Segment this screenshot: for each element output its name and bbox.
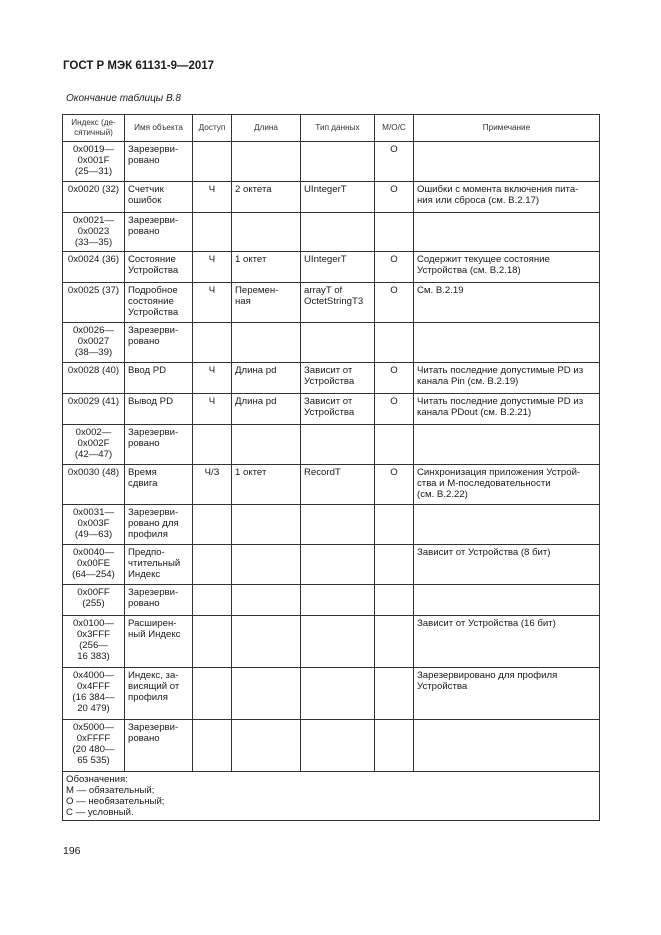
cell-index: 0x5000— 0xFFFF (20 480— 65 535)	[63, 720, 125, 772]
cell-type	[301, 505, 375, 545]
cell-moc: O	[375, 252, 414, 283]
cell-moc	[375, 720, 414, 772]
cell-index: 0x0025 (37)	[63, 283, 125, 323]
cell-length	[232, 142, 301, 182]
cell-access: Ч	[193, 252, 232, 283]
notes-row	[63, 772, 600, 821]
cell-length	[232, 505, 301, 545]
cell-index: 0x0026— 0x0027 (38—39)	[63, 323, 125, 363]
cell-note: Читать последние допустимые PD из канала Pin (см. В.2.19)	[414, 363, 600, 394]
cell-access	[193, 668, 232, 720]
table-row	[63, 363, 600, 394]
cell-access	[193, 505, 232, 545]
cell-type: arrayT of OctetStringT3	[301, 283, 375, 323]
cell-moc	[375, 425, 414, 465]
cell-note: Ошибки с момента включения пита- ния или сброса (см. В.2.17)	[414, 182, 600, 213]
cell-moc: O	[375, 465, 414, 505]
table-header-row	[63, 115, 600, 142]
cell-name: Индекс, за- висящий от профиля	[125, 668, 193, 720]
cell-note	[414, 425, 600, 465]
legend-title: Обозначения:	[66, 774, 128, 785]
page-number: 196	[63, 845, 81, 857]
cell-moc	[375, 213, 414, 252]
cell-index: 0x00FF (255)	[63, 585, 125, 616]
cell-access	[193, 585, 232, 616]
cell-name: Зарезерви- ровано	[125, 720, 193, 772]
cell-index: 0x0031— 0x003F (49—63)	[63, 505, 125, 545]
cell-moc	[375, 545, 414, 585]
cell-note	[414, 720, 600, 772]
cell-access	[193, 425, 232, 465]
cell-index: 0x0024 (36)	[63, 252, 125, 283]
cell-name: Зарезерви- ровано	[125, 213, 193, 252]
cell-moc: O	[375, 394, 414, 425]
cell-index: 0x0021— 0x0023 (33—35)	[63, 213, 125, 252]
cell-note: Зависит от Устройства (8 бит)	[414, 545, 600, 585]
cell-note: Читать последние допустимые PD из канала PDout (см. В.2.21)	[414, 394, 600, 425]
cell-moc	[375, 616, 414, 668]
table-row	[63, 545, 600, 585]
cell-moc	[375, 668, 414, 720]
col-header-moc: М/О/С	[375, 115, 414, 142]
table-row	[63, 182, 600, 213]
cell-index: 0x0100— 0x3FFF (256— 16 383)	[63, 616, 125, 668]
cell-note	[414, 213, 600, 252]
cell-index: 0x0030 (48)	[63, 465, 125, 505]
cell-type	[301, 213, 375, 252]
table-row	[63, 283, 600, 323]
table-row	[63, 668, 600, 720]
table-row	[63, 465, 600, 505]
cell-name: Время сдвига	[125, 465, 193, 505]
table-row	[63, 213, 600, 252]
table-caption: Окончание таблицы В.8	[66, 93, 181, 104]
cell-length: Перемен- ная	[232, 283, 301, 323]
cell-access	[193, 213, 232, 252]
cell-access	[193, 142, 232, 182]
cell-name: Зарезерви- ровано	[125, 425, 193, 465]
cell-moc	[375, 505, 414, 545]
table-row	[63, 425, 600, 465]
cell-length: 2 октета	[232, 182, 301, 213]
cell-length	[232, 585, 301, 616]
col-header-access: Доступ	[193, 115, 232, 142]
legend-mandatory: М — обязательный;	[66, 785, 155, 796]
cell-note: Зависит от Устройства (16 бит)	[414, 616, 600, 668]
cell-length	[232, 668, 301, 720]
cell-index: 0x0019— 0x001F (25—31)	[63, 142, 125, 182]
table-row	[63, 616, 600, 668]
cell-length	[232, 616, 301, 668]
cell-name: Расширен- ный Индекс	[125, 616, 193, 668]
table-row	[63, 505, 600, 545]
cell-note: Синхронизация приложения Устрой- ства и М-последовательности (см. В.2.22)	[414, 465, 600, 505]
cell-moc: O	[375, 363, 414, 394]
cell-name: Счетчик ошибок	[125, 182, 193, 213]
cell-type: Зависит от Устройства	[301, 394, 375, 425]
cell-type: Зависит от Устройства	[301, 363, 375, 394]
cell-name: Зарезерви- ровано	[125, 323, 193, 363]
cell-access: Ч	[193, 394, 232, 425]
index-table	[62, 114, 600, 821]
cell-type	[301, 142, 375, 182]
cell-access: Ч	[193, 283, 232, 323]
table-row	[63, 142, 600, 182]
table-row	[63, 323, 600, 363]
cell-moc	[375, 585, 414, 616]
cell-length: 1 октет	[232, 252, 301, 283]
cell-moc: O	[375, 182, 414, 213]
cell-note: Содержит текущее состояние Устройства (см. В.2.18)	[414, 252, 600, 283]
cell-length	[232, 323, 301, 363]
cell-name: Подробное состояние Устройства	[125, 283, 193, 323]
cell-name: Предпо- чтительный Индекс	[125, 545, 193, 585]
cell-type: RecordT	[301, 465, 375, 505]
cell-type	[301, 585, 375, 616]
cell-note	[414, 585, 600, 616]
cell-index: 0x0040— 0x00FE (64—254)	[63, 545, 125, 585]
legend-optional: О — необязательный;	[66, 796, 165, 807]
standard-header: ГОСТ Р МЭК 61131-9—2017	[63, 60, 215, 72]
cell-index: 0x002— 0x002F (42—47)	[63, 425, 125, 465]
table-row	[63, 394, 600, 425]
col-header-name: Имя объекта	[125, 115, 193, 142]
cell-access: Ч/З	[193, 465, 232, 505]
cell-moc: O	[375, 283, 414, 323]
cell-type	[301, 668, 375, 720]
cell-index: 0x0028 (40)	[63, 363, 125, 394]
cell-length	[232, 720, 301, 772]
col-header-index: Индекс (де-сятичный)	[63, 115, 125, 142]
cell-access: Ч	[193, 363, 232, 394]
cell-name: Зарезерви- ровано для профиля	[125, 505, 193, 545]
cell-note	[414, 142, 600, 182]
cell-name: Зарезерви- ровано	[125, 142, 193, 182]
cell-access	[193, 616, 232, 668]
legend-notes	[63, 772, 600, 821]
cell-length: Длина pd	[232, 394, 301, 425]
cell-name: Ввод PD	[125, 363, 193, 394]
table-row	[63, 252, 600, 283]
cell-moc: O	[375, 142, 414, 182]
cell-name: Вывод PD	[125, 394, 193, 425]
col-header-length: Длина	[232, 115, 301, 142]
cell-type: UIntegerT	[301, 182, 375, 213]
cell-type	[301, 720, 375, 772]
cell-length	[232, 213, 301, 252]
cell-length: 1 октет	[232, 465, 301, 505]
cell-index: 0x0029 (41)	[63, 394, 125, 425]
cell-type: UIntegerT	[301, 252, 375, 283]
cell-length	[232, 425, 301, 465]
cell-access	[193, 545, 232, 585]
cell-type	[301, 616, 375, 668]
cell-note: Зарезервировано для профиля Устройства	[414, 668, 600, 720]
col-header-note: Примечание	[414, 115, 600, 142]
cell-length: Длина pd	[232, 363, 301, 394]
cell-index: 0x4000— 0x4FFF (16 384— 20 479)	[63, 668, 125, 720]
cell-type	[301, 323, 375, 363]
table-row	[63, 720, 600, 772]
cell-type	[301, 425, 375, 465]
cell-access: Ч	[193, 182, 232, 213]
cell-note	[414, 323, 600, 363]
cell-name: Состояние Устройства	[125, 252, 193, 283]
cell-access	[193, 720, 232, 772]
cell-index: 0x0020 (32)	[63, 182, 125, 213]
col-header-type: Тип данных	[301, 115, 375, 142]
cell-type	[301, 545, 375, 585]
cell-access	[193, 323, 232, 363]
cell-note	[414, 505, 600, 545]
legend-conditional: С — условный.	[66, 807, 134, 818]
cell-name: Зарезерви- ровано	[125, 585, 193, 616]
cell-length	[232, 545, 301, 585]
cell-note: См. В.2.19	[414, 283, 600, 323]
cell-moc	[375, 323, 414, 363]
table-row	[63, 585, 600, 616]
